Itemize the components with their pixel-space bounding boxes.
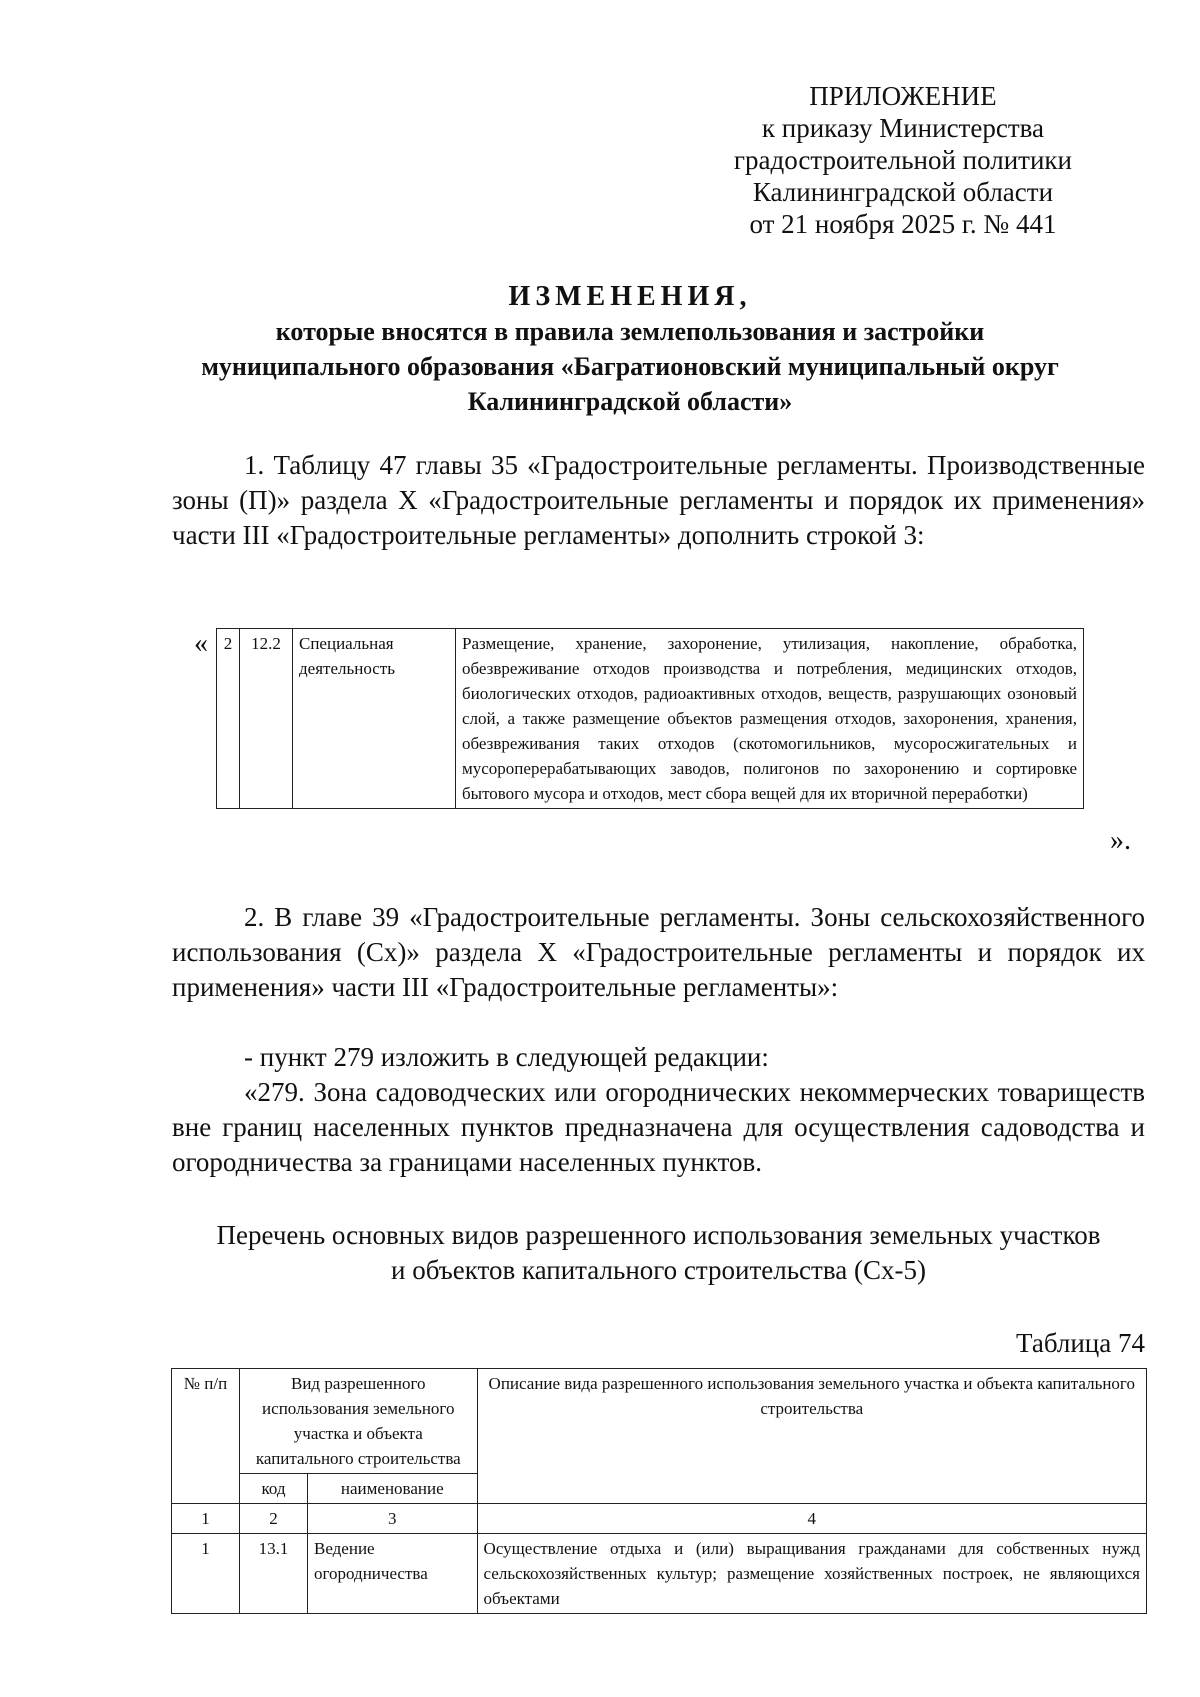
table-row xyxy=(217,629,1084,809)
table1-close-quote: ». xyxy=(1110,825,1131,856)
table1-open-quote: « xyxy=(194,628,208,659)
header-desc-cell: Описание вида разрешенного использования земельного участка и объекта капитального строительства xyxy=(477,1369,1146,1504)
header-num-cell: № п/п xyxy=(172,1369,240,1504)
list-title-line: Перечень основных видов разрешенного использования земельных участков xyxy=(216,1220,1101,1250)
column-number-cell: 3 xyxy=(308,1504,478,1534)
item-2-paragraph: 2. В главе 39 «Градостроительные регламенты. Зоны сельскохозяйственного использования (Сх)» раздела X «Градостроительные регламенты и порядок их применения» части III «Градостроительные регламенты»: xyxy=(172,902,1145,1002)
column-number-cell: 1 xyxy=(172,1504,240,1534)
column-number-cell: 2 xyxy=(240,1504,308,1534)
appendix-block xyxy=(734,80,1072,240)
row-name-cell: Ведение огородничества xyxy=(308,1534,478,1614)
inserted-row-table xyxy=(216,628,1084,809)
item-2-bullet: - пункт 279 изложить в следующей редакции: xyxy=(244,1042,769,1072)
row-description-cell: Размещение, хранение, захоронение, утилизация, накопление, обработка, обезвреживание отходов производства и потребления, медицинских отходов, биологических отходов, радиоактивных отходов, веществ, разрушающих озоновый слой, а также размещение объектов размещения отходов, захоронения, хранения, обезвреживания таких отходов (скотомогильников, мусоросжигательных и мусороперерабатывающих заводов, полигонов по захоронению и сортировке бытового мусора и отходов, мест сбора вещей для их вторичной переработки) xyxy=(456,629,1084,809)
row-code-cell: 13.1 xyxy=(240,1534,308,1614)
table-74-caption: Таблица 74 xyxy=(1016,1328,1145,1358)
appendix-line: градостроительной политики xyxy=(733,145,1072,175)
table-header-row xyxy=(172,1369,1147,1474)
row-number-cell: 2 xyxy=(217,629,240,809)
heading-subtitle-line: муниципального образования «Багратионовский муниципальный округ xyxy=(201,352,1059,381)
heading-subtitle-line: Калининградской области» xyxy=(467,387,793,416)
heading-subtitle-line: которые вносятся в правила землепользования и застройки xyxy=(275,317,985,346)
table-row xyxy=(172,1534,1147,1614)
row-description-cell: Осуществление отдыха и (или) выращивания гражданами для собственных нужд сельскохозяйственных культур; размещение хозяйственных построек, не являющихся объектами xyxy=(477,1534,1146,1614)
item-1-paragraph: 1. Таблицу 47 главы 35 «Градостроительные регламенты. Производственные зоны (П)» раздела X «Градостроительные регламенты и порядок их применения» части III «Градостроительные регламенты» дополнить строкой 3: xyxy=(172,450,1145,550)
document-heading xyxy=(140,280,1120,419)
uses-table xyxy=(171,1368,1147,1614)
item-2-quote: «279. Зона садоводческих или огороднических некоммерческих товариществ вне границ населенных пунктов предназначена для осуществления садоводства и огородничества за границами населенных пунктов. xyxy=(172,1077,1145,1177)
row-number-cell: 1 xyxy=(172,1534,240,1614)
appendix-line: к приказу Министерства xyxy=(761,113,1044,143)
appendix-line: ПРИЛОЖЕНИЕ xyxy=(809,81,997,111)
column-number-cell: 4 xyxy=(477,1504,1146,1534)
row-code-cell: 12.2 xyxy=(240,629,293,809)
row-name-cell: Специальная деятельность xyxy=(293,629,456,809)
list-title-line: и объектов капитального строительства (Сх-5) xyxy=(391,1255,926,1285)
header-code-cell: код xyxy=(240,1474,308,1504)
list-title xyxy=(172,1218,1145,1288)
appendix-line: Калининградской области xyxy=(752,177,1054,207)
header-kind-cell: Вид разрешенного использования земельного участка и объекта капитального строительства xyxy=(240,1369,478,1474)
heading-title: ИЗМЕНЕНИЯ, xyxy=(508,281,752,312)
appendix-line: от 21 ноября 2025 г. № 441 xyxy=(749,209,1057,239)
table-column-number-row xyxy=(172,1504,1147,1534)
header-name-cell: наименование xyxy=(308,1474,478,1504)
